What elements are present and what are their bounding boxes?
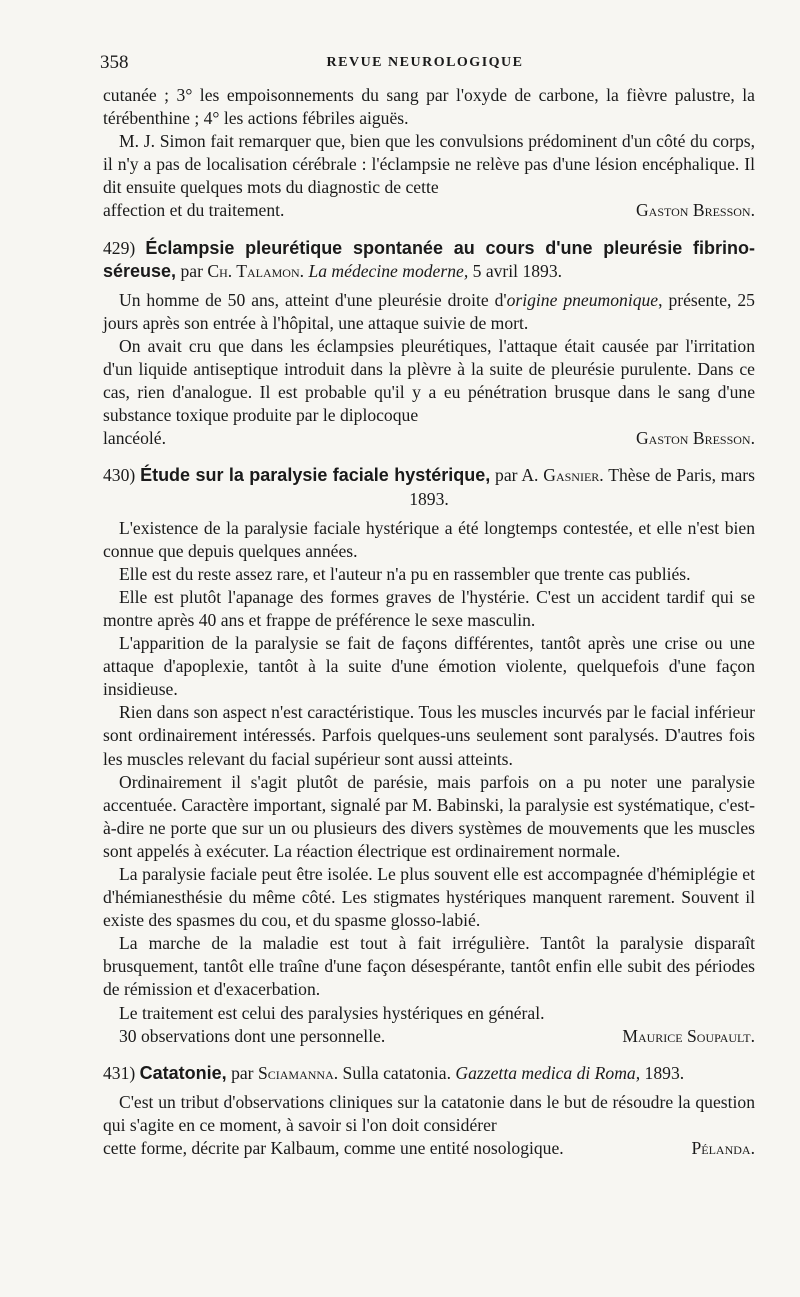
paragraph: L'apparition de la paralysie se fait de façons différentes, tantôt après une crise ou une attaque d'apoplexie, tantôt à la suite d'une émotion violente, quelquefois d'une façon insidieuse. [103,633,755,700]
entry-429 [103,237,755,451]
signature-line [103,1025,755,1048]
entry-body [103,517,755,1048]
previous-entry [103,84,755,223]
paragraph-end: affection et du traitement. [103,200,285,221]
paragraph-end: lancéolé. [103,428,167,449]
journal-name: Gazzetta medica di Roma, [455,1062,641,1083]
paragraph: L'existence de la paralysie faciale hystérique a été longtemps contestée, et elle n'est bien connue que depuis quelques années. [103,517,755,561]
text-run: , présente, 25 jours après son entrée à l'hôpital, une attaque suivie de mort. [103,289,755,333]
by-text: par [180,260,203,281]
paragraph: Ordinairement il s'agit plutôt de parésie, mais parfois on a pu noter une paralysie accentuée. Caractère important, signalé par M. Babinski, la paralysie est systématique, c'est-à-dire ne porte que sur un ou plusieurs des divers systèmes de mouvements que les muscles sont appelés à exécuter. La réaction électrique est ordinairement normale. [103,771,755,861]
author-signature: Maurice Soupault. [622,1025,755,1046]
entry-title [103,1062,755,1085]
author-signature: Pélanda. [691,1138,755,1159]
entry-heading: Éclampsie pleurétique spontanée au cours d'une pleurésie fibrino-séreuse, [103,237,755,281]
paragraph: Elle est plutôt l'apanage des formes graves de l'hystérie. C'est un accident tardif qui se montre après 40 ans et frappe de préférence le sexe masculin. [103,586,755,630]
entry-title [103,464,755,510]
entry-number: 431) [103,1062,136,1083]
paragraph-end: 30 observations dont une personnelle. [119,1025,386,1046]
paragraph: Rien dans son aspect n'est caractéristique. Tous les muscles incurvés par le facial inférieur sont ordinairement intéressés. Parfois quelques-uns seulement sont paralysés. D'autres fois les muscles relevant du facial supérieur sont aussi atteints. [103,702,755,769]
page-number: 358 [100,52,129,73]
italic-run: origine pneumonique [506,289,659,310]
entry-number: 429) [103,237,136,258]
paragraph: La paralysie faciale peut être isolée. Le plus souvent elle est accompagnée d'hémiplégie et d'hémianesthésie du même côté. Les stigmates hystériques manquent rarement. Souvent il existe des spasmes du cou, et du spasme glosso-labié. [103,864,755,931]
entry-author: Gasnier. [543,465,604,486]
paragraph-end: cette forme, décrite par Kalbaum, comme une entité nosologique. [103,1138,564,1159]
by-text: par A. [495,465,539,486]
by-text: par [231,1062,254,1083]
entry-431 [103,1062,755,1160]
entry-body [103,1091,755,1160]
author-signature: Gaston Bresson. [635,428,755,449]
entry-author: Sciamanna. [257,1062,339,1083]
publication-date: 5 avril 1893. [472,260,563,281]
paragraph: Le traitement est celui des paralysies hystériques en général. [119,1002,545,1023]
paragraph: Elle est du reste assez rare, et l'auteur n'a pu en rassembler que trente cas publiés. [119,563,691,584]
paragraph [103,289,755,335]
entry-heading: Étude sur la paralysie faciale hystérique, [140,465,491,486]
entry-title [103,237,755,283]
paragraph: M. J. Simon fait remarquer que, bien que les convulsions prédominent d'un côté du corps, il n'y a pas de localisation cérébrale : l'éclampsie ne relève pas d'une lésion encéphalique. Il dit ensuite quelques mots du diagnostic de cette [103,131,755,198]
running-title: REVUE NEUROLOGIQUE [326,55,524,70]
paragraph: On avait cru que dans les éclampsies pleurétiques, l'attaque était causée par l'irritation d'un liquide antiseptique introduit dans la plèvre à la suite de pleurésie purulente. Dans ce cas, rien d'analogue. Il est probable qu'il y a eu pénétration brusque dans le sang d'une substance toxique produite par le diplocoque [103,335,755,426]
publication-year: 1893. [644,1062,685,1083]
publication-info: Thèse de Paris, mars 1893. [409,465,756,509]
signature-line [103,199,755,222]
entry-author: Ch. Talamon. [207,260,305,281]
text-run: Un homme de 50 ans, atteint d'une pleurésie droite d' [119,289,507,310]
entry-number: 430) [103,465,136,486]
author-signature: Gaston Bresson. [635,200,755,221]
page-content [103,84,755,1160]
paragraph: La marche de la maladie est tout à fait irrégulière. Tantôt la paralysie disparaît brusquement, tantôt elle traîne d'une façon désespérante, tantôt enfin elle subit des périodes de rémission et d'exacerbation. [103,933,755,1000]
entry-430 [103,464,755,1047]
entry-heading: Catatonie, [139,1062,227,1083]
signature-line [103,427,755,450]
signature-line [103,1137,755,1160]
journal-name: La médecine moderne, [308,260,469,281]
page-header [100,52,750,76]
paragraph: cutanée ; 3° les empoisonnements du sang par l'oxyde de carbone, la fièvre palustre, la térébenthine ; 4° les actions fébriles aiguës. [103,85,755,129]
paragraph: C'est un tribut d'observations cliniques sur la catatonie dans le but de résoudre la question qui s'agite en ce moment, à savoir si l'on doit considérer [103,1091,755,1135]
article-title: Sulla catatonia. [342,1062,452,1083]
entry-body [103,289,755,451]
